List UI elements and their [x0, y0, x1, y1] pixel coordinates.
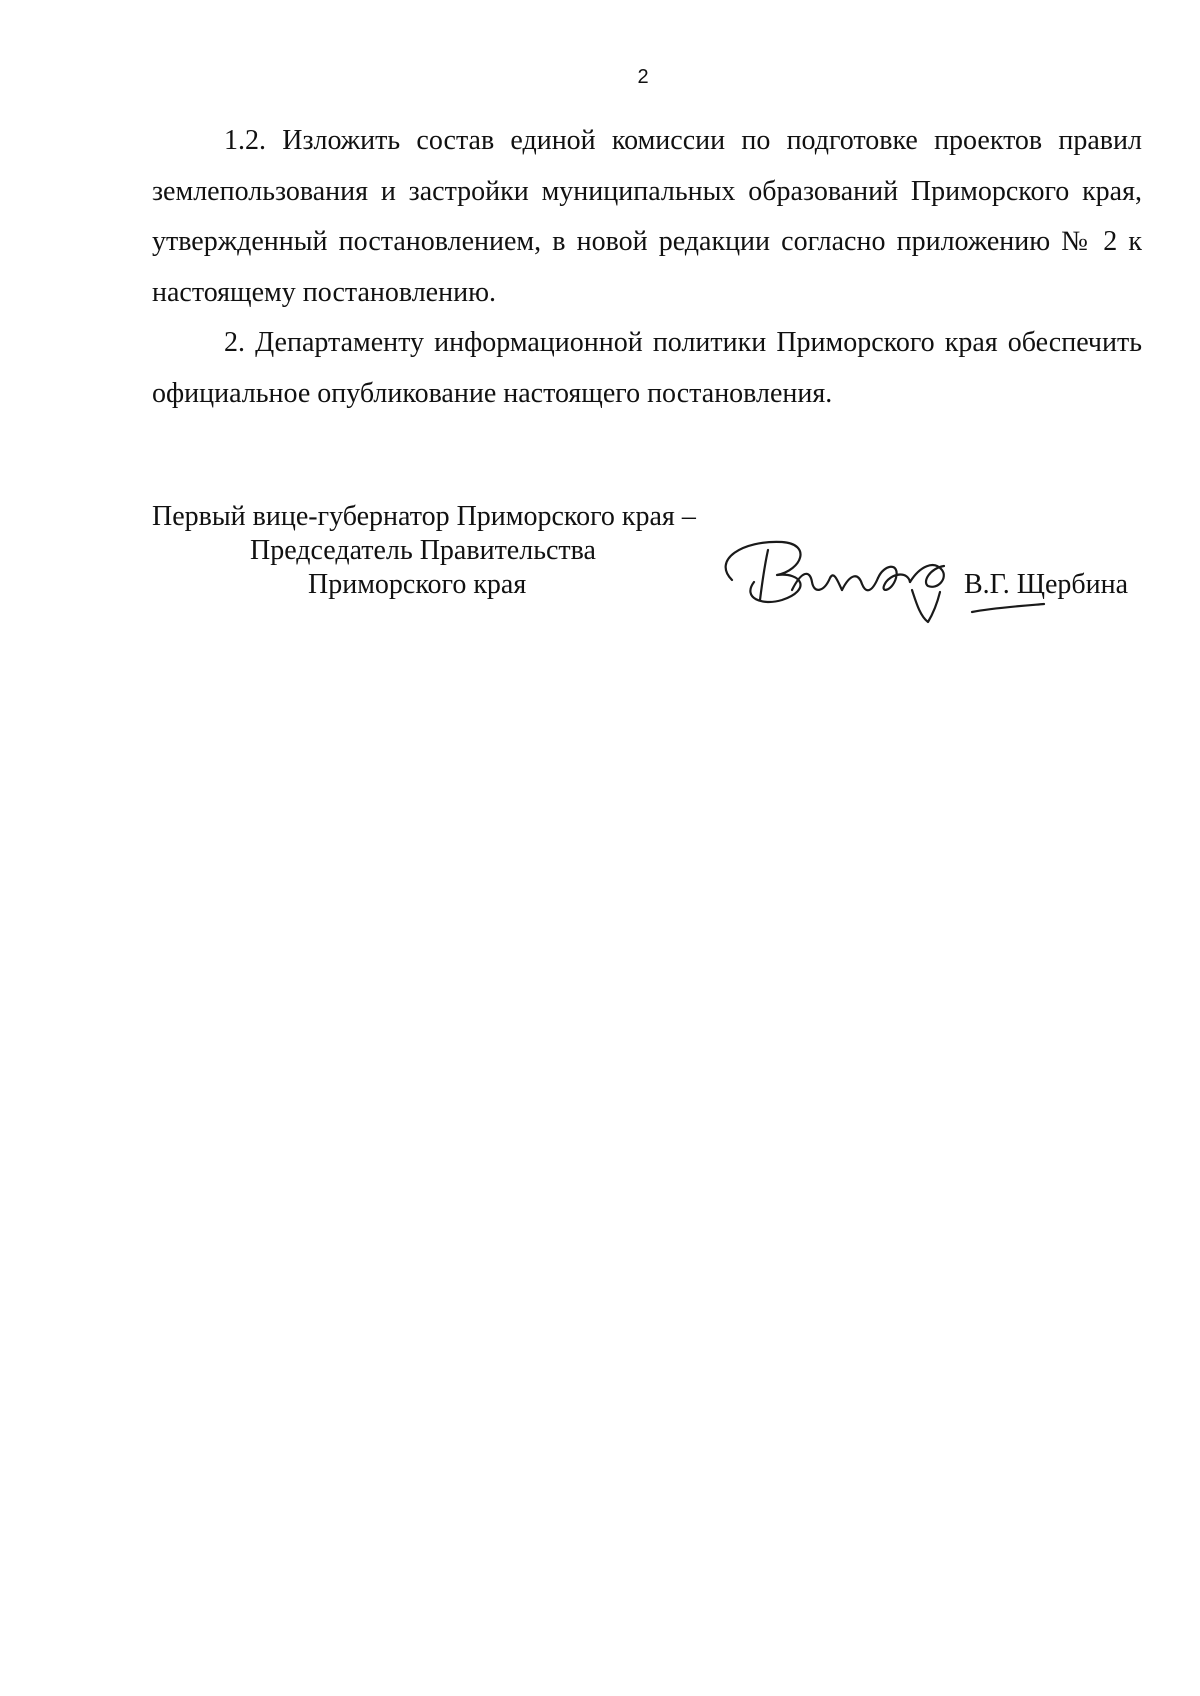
- signatory-position-line-1: Первый вице-губернатор Приморского края –: [152, 501, 696, 532]
- document-body: [152, 116, 1142, 419]
- signatory-position-line-3: Приморского края: [308, 569, 527, 600]
- paragraph-2: 2. Департаменту информационной политики Приморского края обеспечить официальное опубликование настоящего постановления.: [152, 327, 1142, 409]
- paragraph-1-2: 1.2. Изложить состав единой комиссии по подготовке проектов правил землепользования и застройки муниципальных образований Приморского края, утвержденный постановлением, в новой редакции согласно приложению № 2 к настоящему постановлению.: [152, 125, 1142, 308]
- signature-block: [152, 500, 1142, 620]
- page-number: 2: [637, 66, 649, 88]
- signatory-position-line-2: Председатель Правительства: [250, 535, 596, 566]
- signatory-name: В.Г. Щербина: [964, 569, 1129, 600]
